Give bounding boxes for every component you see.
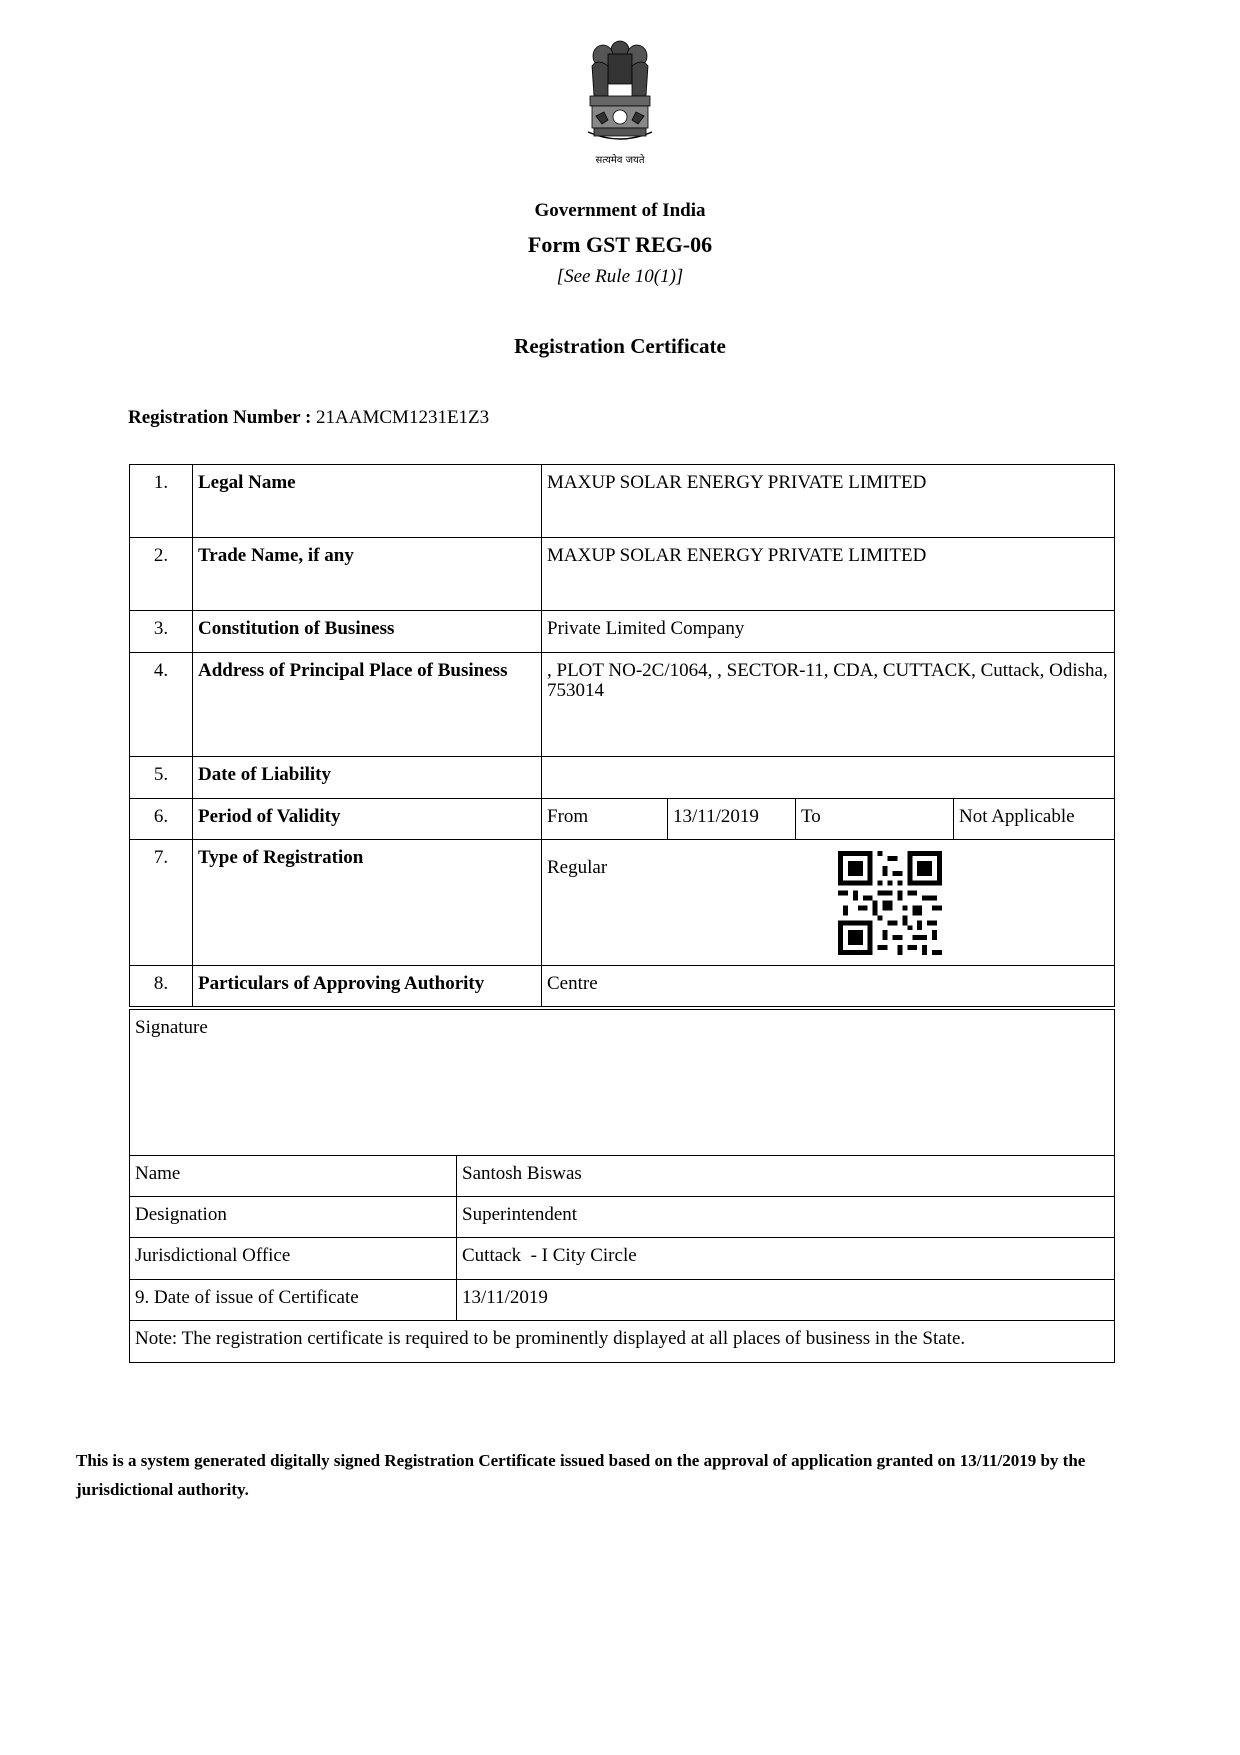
table-row: [130, 611, 1115, 653]
field-label: Constitution of Business: [193, 611, 542, 653]
office-value: Cuttack - I City Circle: [457, 1238, 1115, 1280]
legal-name-value: MAXUP SOLAR ENERGY PRIVATE LIMITED: [542, 465, 1115, 538]
table-row: [130, 1156, 1115, 1197]
signature-table: [129, 1009, 1115, 1363]
row-number: 7.: [130, 840, 193, 966]
table-row: [130, 1010, 1115, 1156]
table-row: [130, 465, 1115, 538]
registration-number-label: Registration Number :: [128, 407, 312, 428]
rule-reference: [See Rule 10(1)]: [556, 266, 684, 287]
row-number: 3.: [130, 611, 193, 653]
office-label: Jurisdictional Office: [130, 1238, 457, 1280]
system-generated-notice: This is a system generated digitally signed Registration Certificate issued based on the approval of application granted on 13/11/2019 by the jurisdictional authority.: [76, 1451, 1086, 1499]
signature-label: Signature: [130, 1010, 1115, 1156]
validity-to-label: To: [796, 799, 954, 840]
table-row: [130, 1197, 1115, 1238]
row-number: 1.: [130, 465, 193, 538]
field-label: Date of Liability: [193, 757, 542, 799]
table-row: [130, 840, 1115, 966]
certificate-details-table: [129, 464, 1115, 1007]
issue-date-value: 13/11/2019: [457, 1280, 1115, 1321]
address-value: , PLOT NO-2C/1064, , SECTOR-11, CDA, CUTTACK, Cuttack, Odisha, 753014: [542, 653, 1115, 757]
constitution-value: Private Limited Company: [542, 611, 1115, 653]
national-emblem-icon: [578, 36, 662, 156]
row-number: 2.: [130, 538, 193, 611]
table-row: [130, 966, 1115, 1007]
government-heading: Government of India: [534, 200, 706, 221]
table-row: [130, 653, 1115, 757]
row-number: 4.: [130, 653, 193, 757]
field-label: Period of Validity: [193, 799, 542, 840]
row-number: 6.: [130, 799, 193, 840]
table-row: [130, 538, 1115, 611]
row-number: 5.: [130, 757, 193, 799]
registration-type-cell: [542, 840, 1115, 966]
name-value: Santosh Biswas: [457, 1156, 1115, 1197]
table-row: [130, 757, 1115, 799]
designation-label: Designation: [130, 1197, 457, 1238]
field-label: Type of Registration: [193, 840, 542, 966]
validity-from-value: 13/11/2019: [668, 799, 796, 840]
form-title: Form GST REG-06: [527, 232, 713, 257]
qr-code-icon: [838, 851, 942, 955]
row-number: 8.: [130, 966, 193, 1007]
table-row: [130, 1321, 1115, 1363]
issue-date-label: 9. Date of issue of Certificate: [130, 1280, 457, 1321]
validity-to-value: Not Applicable: [954, 799, 1115, 840]
emblem-motto: सत्यमेव जयते: [595, 155, 645, 166]
certificate-title: Registration Certificate: [514, 334, 726, 358]
field-label: Trade Name, if any: [193, 538, 542, 611]
table-row: [130, 1238, 1115, 1280]
registration-number: 21AAMCM1231E1Z3: [316, 407, 490, 428]
date-of-liability-value: [542, 757, 1115, 799]
designation-value: Superintendent: [457, 1197, 1115, 1238]
name-label: Name: [130, 1156, 457, 1197]
display-note: Note: The registration certificate is required to be prominently displayed at all places of business in the State.: [130, 1321, 1115, 1363]
field-label: Legal Name: [193, 465, 542, 538]
field-label: Address of Principal Place of Business: [193, 653, 542, 757]
validity-from-label: From: [542, 799, 668, 840]
registration-number-line: [128, 407, 489, 429]
trade-name-value: MAXUP SOLAR ENERGY PRIVATE LIMITED: [542, 538, 1115, 611]
registration-type-value: Regular: [547, 857, 608, 878]
field-label: Particulars of Approving Authority: [193, 966, 542, 1007]
table-row: [130, 799, 1115, 840]
table-row: [130, 1280, 1115, 1321]
approving-authority-value: Centre: [542, 966, 1115, 1007]
